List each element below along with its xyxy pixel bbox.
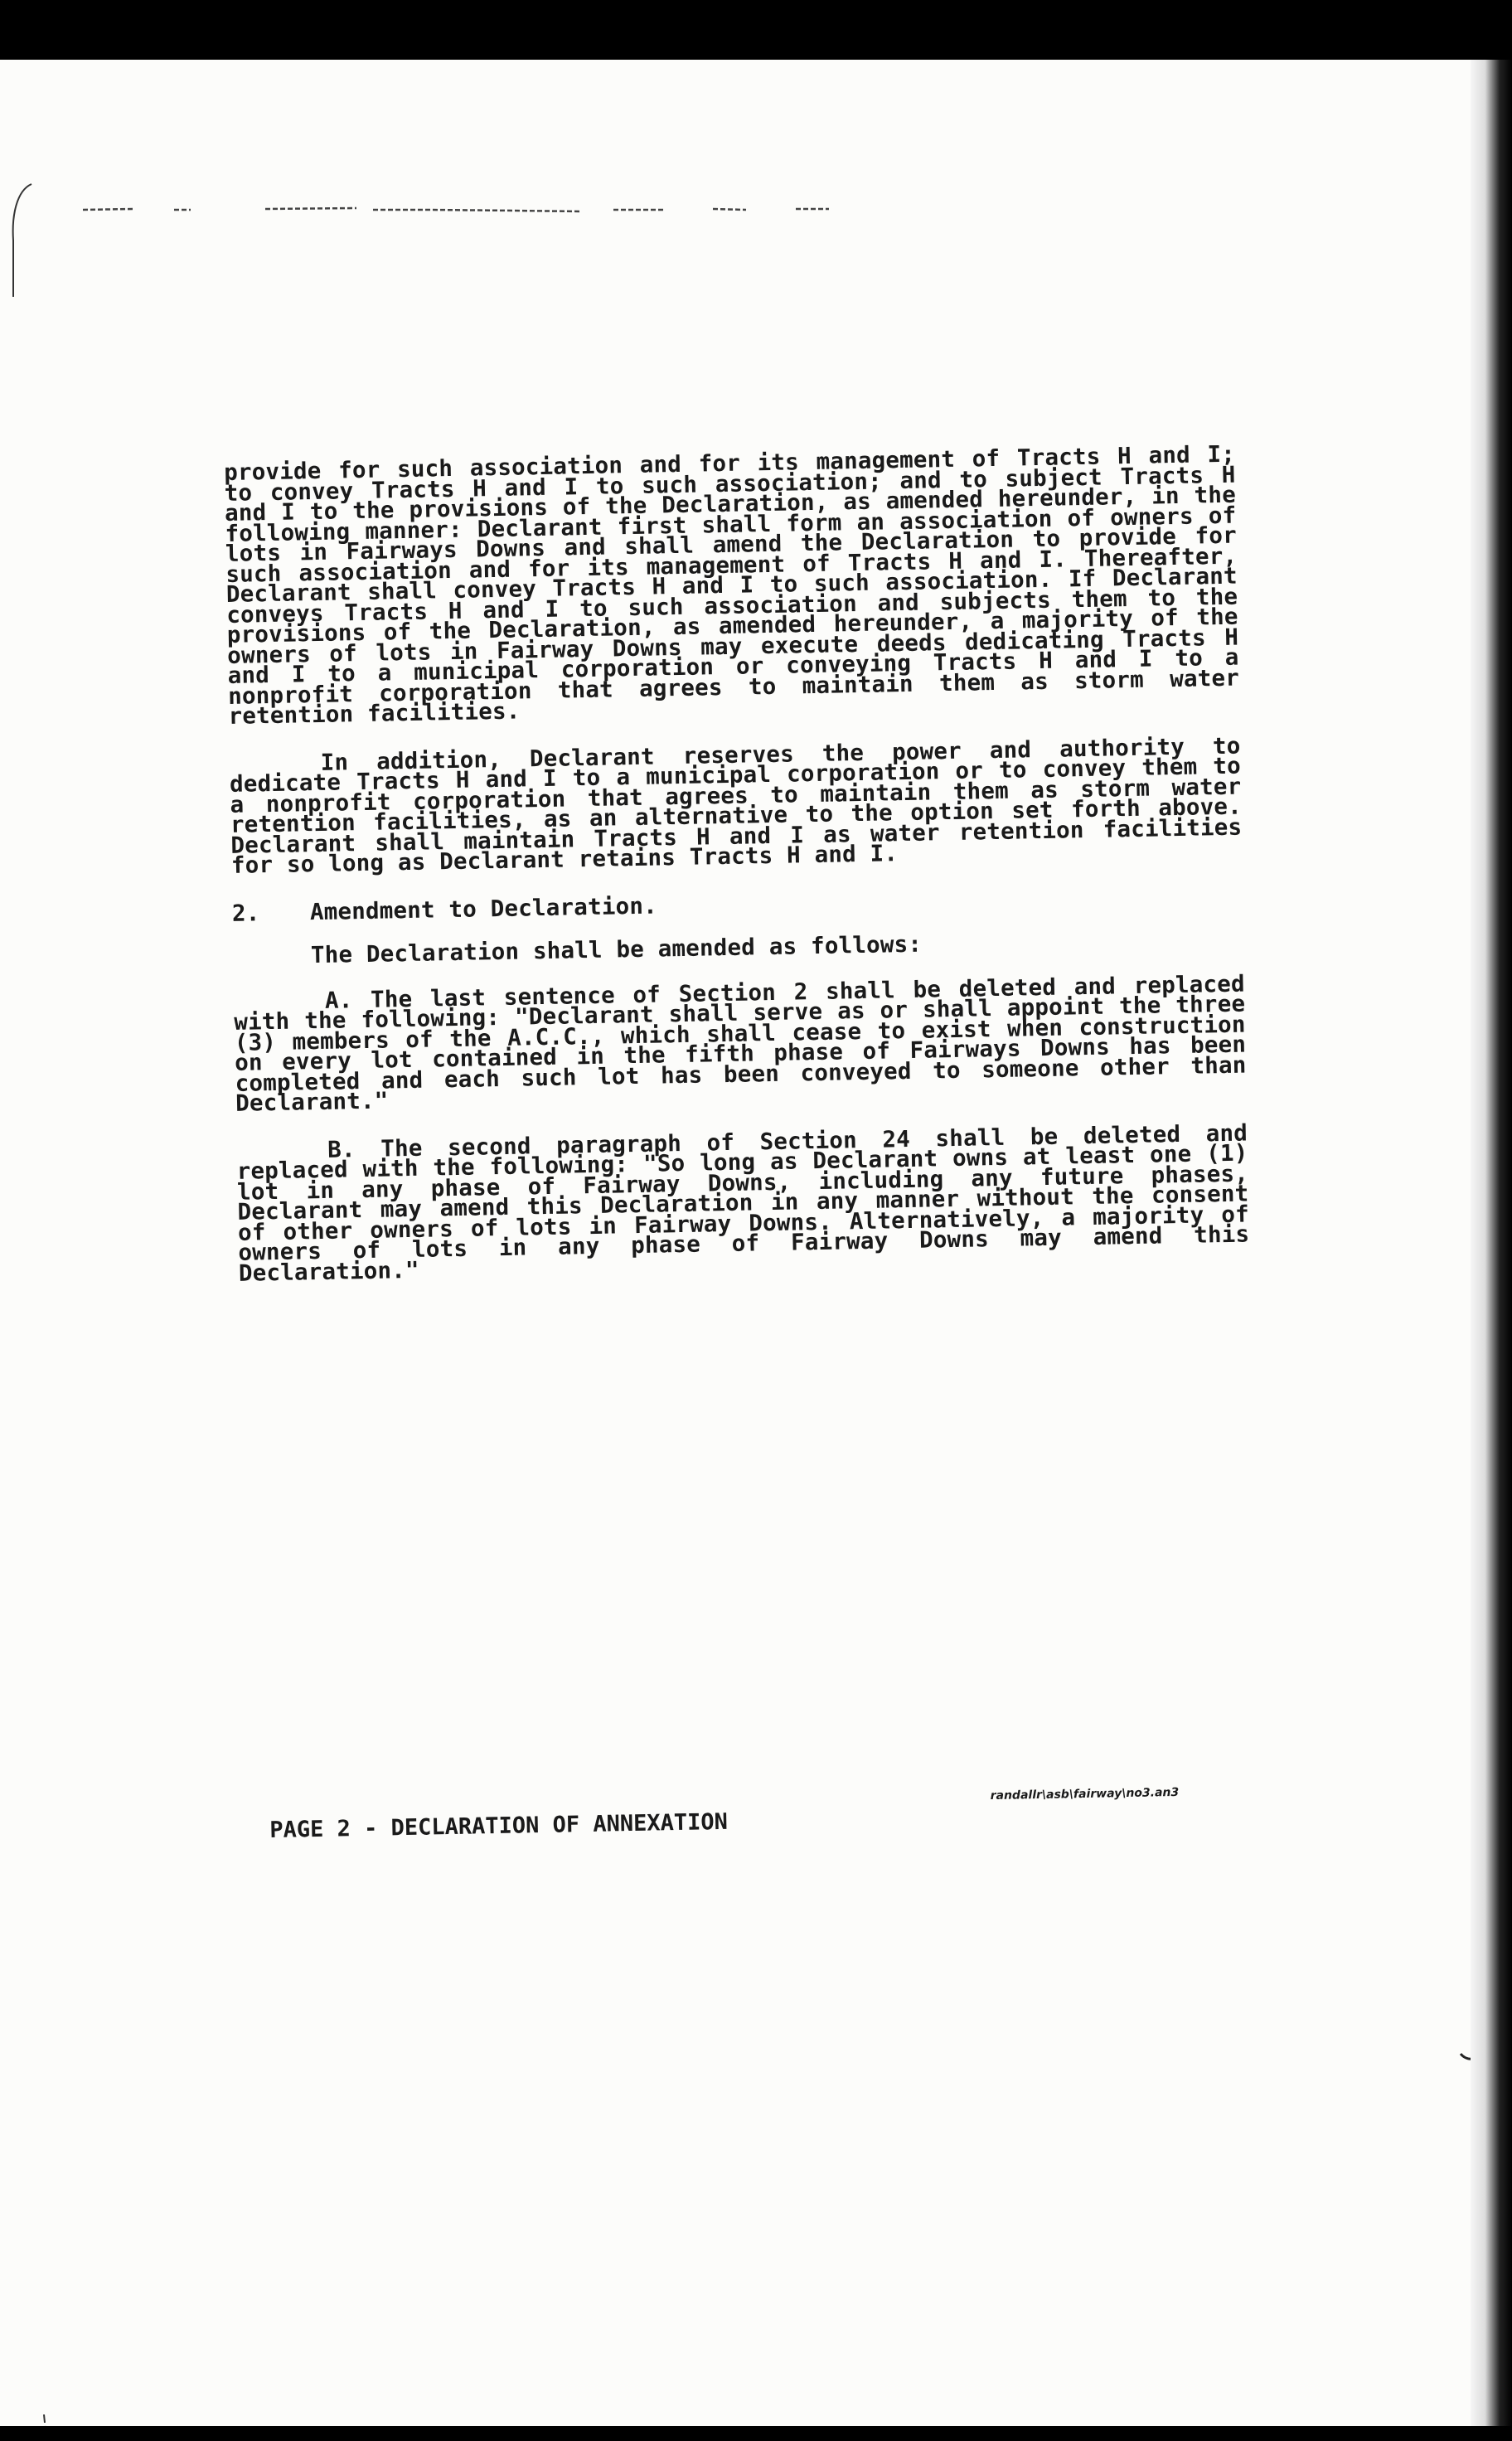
section-2-intro: The Declaration shall be amended as follows: xyxy=(310,930,923,969)
scan-right-edge xyxy=(1471,60,1512,2429)
page-footer xyxy=(269,1785,1248,1843)
section-2-item-b: B. The second paragraph of Section 24 shall be deleted and replaced with the following: "So long as Declarant owns at least one (1) lot in any phase of Fairway Downs, including any future phases, Declarant may amend this Declaration in any manner without the consent of other owners of lots in Fairway Downs. Alternatively, a majority of owners of lots in any phase of Fairway Downs may amend this Declaration." xyxy=(236,1119,1250,1287)
paragraph-alternative-dedication: In addition, Declarant reserves the power and authority to dedicate Tracts H and I to a municipal corporation or to convey them to a nonprofit corporation that agrees to maintain them as storm water retention facilities, as an alternative to the option set forth above. Declarant shall maintain Tracts H and I as water retention facilities for so long as Declarant retains Tracts H and I. xyxy=(229,732,1243,879)
section-2-item-a: A. The last sentence of Section 2 shall be deleted and replaced with the following: "Declarant shall serve as or shall appoint the three (3) members of the A.C.C., which shall cease to exist when construction on every lot contained in the fifth phase of Fairways Downs has been completed and each such lot has been conveyed to someone other than Declarant." xyxy=(234,970,1247,1117)
scan-bottom-border xyxy=(0,2426,1512,2441)
section-2-heading xyxy=(231,885,1243,927)
section-2-title: Amendment to Declaration. xyxy=(309,892,658,925)
scan-artifact-left-curl xyxy=(7,182,40,298)
scanned-page xyxy=(0,60,1490,2429)
footer-file-path: randallr\asb\fairway\no3.an3 xyxy=(990,1785,1180,1803)
scan-artifact-top-line xyxy=(83,205,870,215)
section-2-number: 2. xyxy=(231,899,260,927)
footer-page-label: PAGE 2 - DECLARATION OF ANNEXATION xyxy=(269,1808,729,1843)
scan-top-border xyxy=(0,0,1512,60)
paragraph-tracts-association: provide for such association and for its management of Tracts H and I; to convey Tracts H and I to such association; and to subject Tracts H and I to the provisions of the Declaration, as amended hereunder, in the following manner: Declarant first shall form an association of owners of lots in Fairways Downs and shall amend the Declaration to provide for such association and for its management of Tracts H and I. Thereafter, Declarant shall convey Tracts H and I to such association. If Declarant conveys Tracts H and I to such association and subjects them to the provisions of the Declaration, as amended hereunder, a majority of the owners of lots in Fairway Downs may execute deeds dedicating Tracts H and I to a municipal corporation or conveying Tracts H and I to a nonprofit corporation that agrees to maintain them as storm water retention facilities. xyxy=(223,440,1240,730)
document-body xyxy=(223,440,1251,1311)
